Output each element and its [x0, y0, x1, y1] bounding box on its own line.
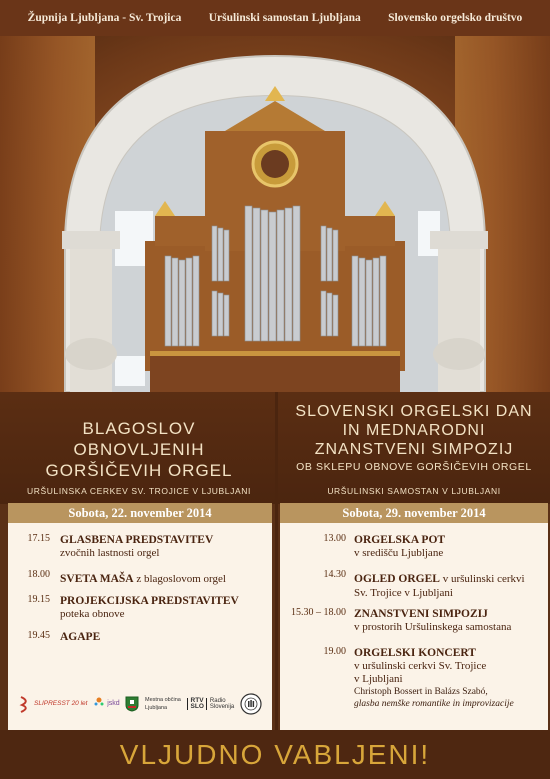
item-title: ORGELSKA POT: [354, 534, 446, 546]
right-title-line-1: SLOVENSKI ORGELSKI DAN: [295, 403, 533, 420]
right-title-line-3: ZNANSTVENI SIMPOZIJ: [314, 441, 514, 458]
item-time: 13.00: [323, 533, 346, 544]
item-title: ORGELSKI KONCERT: [354, 647, 476, 659]
header-bar: [0, 0, 550, 36]
item-title: AGAPE: [60, 631, 101, 643]
rtv-slo-logo: RTV SLO Radio Slovenija: [187, 698, 235, 710]
item-desc: zvočnih lastnosti orgel: [60, 547, 160, 559]
ljubljana-coat-of-arms-icon: [125, 696, 139, 712]
right-venue: URŠULINSKI SAMOSTAN V LJUBLJANI: [327, 486, 501, 496]
left-title-line-1: BLAGOSLOV: [82, 419, 196, 438]
item-desc: v uršulinski cerkvi Sv. Trojice: [354, 660, 487, 672]
left-venue: URŠULINSKA CERKEV SV. TROJICE V LJUBLJANI: [27, 486, 251, 496]
list-item: [16, 533, 213, 560]
item-desc: Sv. Trojice v Ljubljani: [354, 587, 453, 599]
item-desc: v središču Ljubljane: [354, 547, 444, 559]
org-organ-society: Slovensko orgelsko društvo: [388, 12, 523, 24]
left-title-line-2: OBNOVLJENIH: [73, 440, 205, 459]
item-time: 19.15: [27, 594, 50, 605]
sponsor-logos: [8, 680, 272, 728]
org-ursuline-convent: Uršulinski samostan Ljubljana: [208, 12, 361, 24]
list-item: [284, 607, 511, 634]
organ-society-seal-icon: [240, 693, 262, 715]
left-title-line-3: GORŠIČEVIH ORGEL: [45, 461, 233, 480]
item-time: 14.30: [323, 569, 346, 580]
item-title: PROJEKCIJSKA PREDSTAVITEV: [60, 595, 239, 607]
item-time: 15.30 – 18.00: [291, 607, 346, 618]
item-title: ZNANSTVENI SIMPOZIJ: [354, 608, 488, 620]
item-time: 18.00: [27, 569, 50, 580]
item-desc: v prostorih Uršulinskega samostana: [354, 621, 512, 633]
left-date: Sobota, 22. november 2014: [8, 503, 272, 523]
list-item: [16, 630, 100, 644]
list-item: [284, 533, 445, 560]
jskd-logo: jskd: [93, 697, 119, 711]
invitation-slogan: VLJUDNO VABLJENI!: [119, 738, 431, 770]
item-desc: z blagoslovom orgel: [133, 573, 226, 585]
slipresst-logo: SLIPRESST 20 let: [18, 695, 87, 713]
right-title-line-2: IN MEDNARODNI: [342, 422, 486, 439]
right-date: Sobota, 29. november 2014: [280, 503, 548, 523]
performers: Christoph Bossert in Balázs Szabó,: [354, 687, 488, 697]
item-time: 17.15: [27, 533, 50, 544]
list-item: [284, 646, 514, 710]
list-item: [284, 569, 525, 600]
list-item: [16, 594, 239, 621]
item-time: 19.00: [323, 646, 346, 657]
ljubljana-municipality-logo: Mestna občina Ljubljana: [145, 697, 181, 711]
list-item: [16, 569, 226, 587]
right-event-title: [282, 402, 546, 473]
left-event-title: [8, 418, 270, 481]
item-desc: poteka obnove: [60, 608, 125, 620]
item-title: SVETA MAŠA: [60, 573, 134, 585]
item-desc-inline: v uršulinski cerkvi: [439, 573, 525, 585]
right-subtitle: OB SKLEPU OBNOVE GORŠIČEVIH ORGEL: [296, 461, 532, 473]
item-desc-2: v Ljubljani: [354, 673, 403, 685]
item-title: GLASBENA PREDSTAVITEV: [60, 534, 214, 546]
organ-illustration: [0, 36, 550, 392]
org-parish: Župnija Ljubljana - Sv. Trojica: [27, 12, 182, 24]
right-program: [280, 523, 548, 730]
footer-invitation: [0, 730, 550, 779]
organ-photo: [0, 36, 550, 392]
item-title: OGLED ORGEL: [354, 573, 440, 585]
item-time: 19.45: [27, 630, 50, 641]
concert-program: glasba nemške romantike in improvizacije: [354, 699, 514, 709]
panel-divider: [275, 392, 278, 732]
